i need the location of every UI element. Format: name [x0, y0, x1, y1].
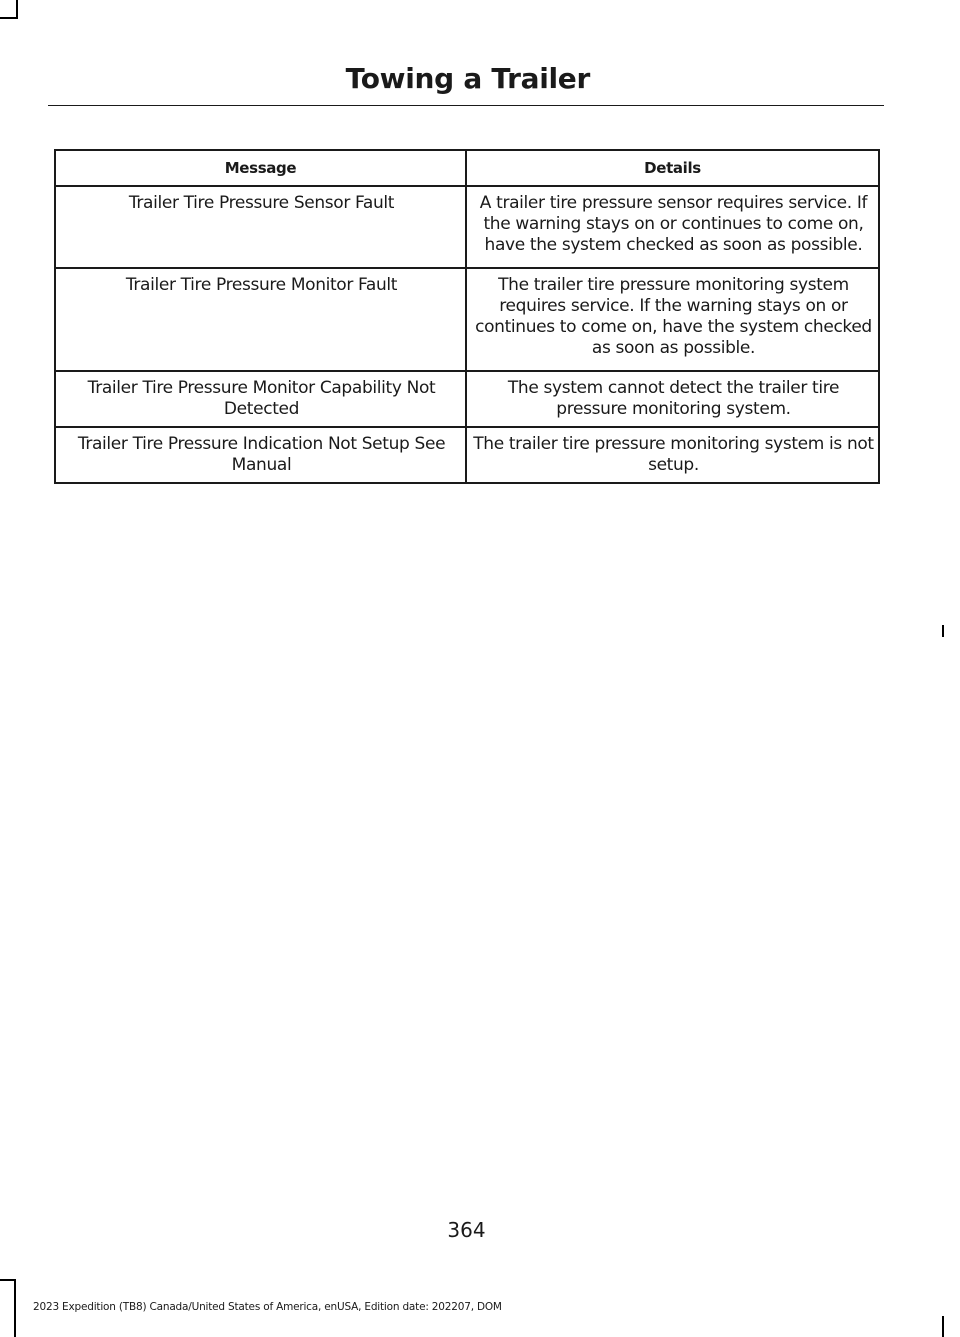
crop-mark-top-left-horizontal: [0, 17, 18, 19]
table-header-row: [55, 150, 879, 186]
message-cell: Trailer Tire Pressure Monitor Capability Not Detected: [55, 371, 466, 427]
crop-mark-right-side: [942, 625, 944, 637]
column-header-details: Details: [466, 150, 879, 186]
page-title: Towing a Trailer: [345, 62, 590, 95]
message-cell: Trailer Tire Pressure Monitor Fault: [55, 268, 466, 371]
title-divider: [48, 105, 884, 106]
crop-mark-top-left: [16, 0, 18, 18]
page-number: 364: [447, 1218, 486, 1242]
details-cell: The trailer tire pressure monitoring system requires service. If the warning stays on or continues to come on, have the system checked as soon as possible.: [466, 268, 879, 371]
crop-mark-bottom-left-horizontal: [0, 1279, 16, 1281]
table-row: [55, 268, 879, 371]
table-row: [55, 186, 879, 268]
details-cell: The system cannot detect the trailer tire pressure monitoring system.: [466, 371, 879, 427]
table-row: [55, 371, 879, 427]
crop-mark-bottom-right: [942, 1316, 944, 1337]
column-header-message: Message: [55, 150, 466, 186]
details-cell: A trailer tire pressure sensor requires service. If the warning stays on or continues to come on, have the system checked as soon as possible.: [466, 186, 879, 268]
edition-footer: 2023 Expedition (TB8) Canada/United States of America, enUSA, Edition date: 202207, DOM: [33, 1301, 502, 1313]
message-cell: Trailer Tire Pressure Sensor Fault: [55, 186, 466, 268]
trailer-tire-pressure-messages-table: [54, 149, 880, 484]
details-cell: The trailer tire pressure monitoring system is not setup.: [466, 427, 879, 483]
message-cell: Trailer Tire Pressure Indication Not Setup See Manual: [55, 427, 466, 483]
crop-mark-bottom-left: [14, 1280, 16, 1337]
table-row: [55, 427, 879, 483]
